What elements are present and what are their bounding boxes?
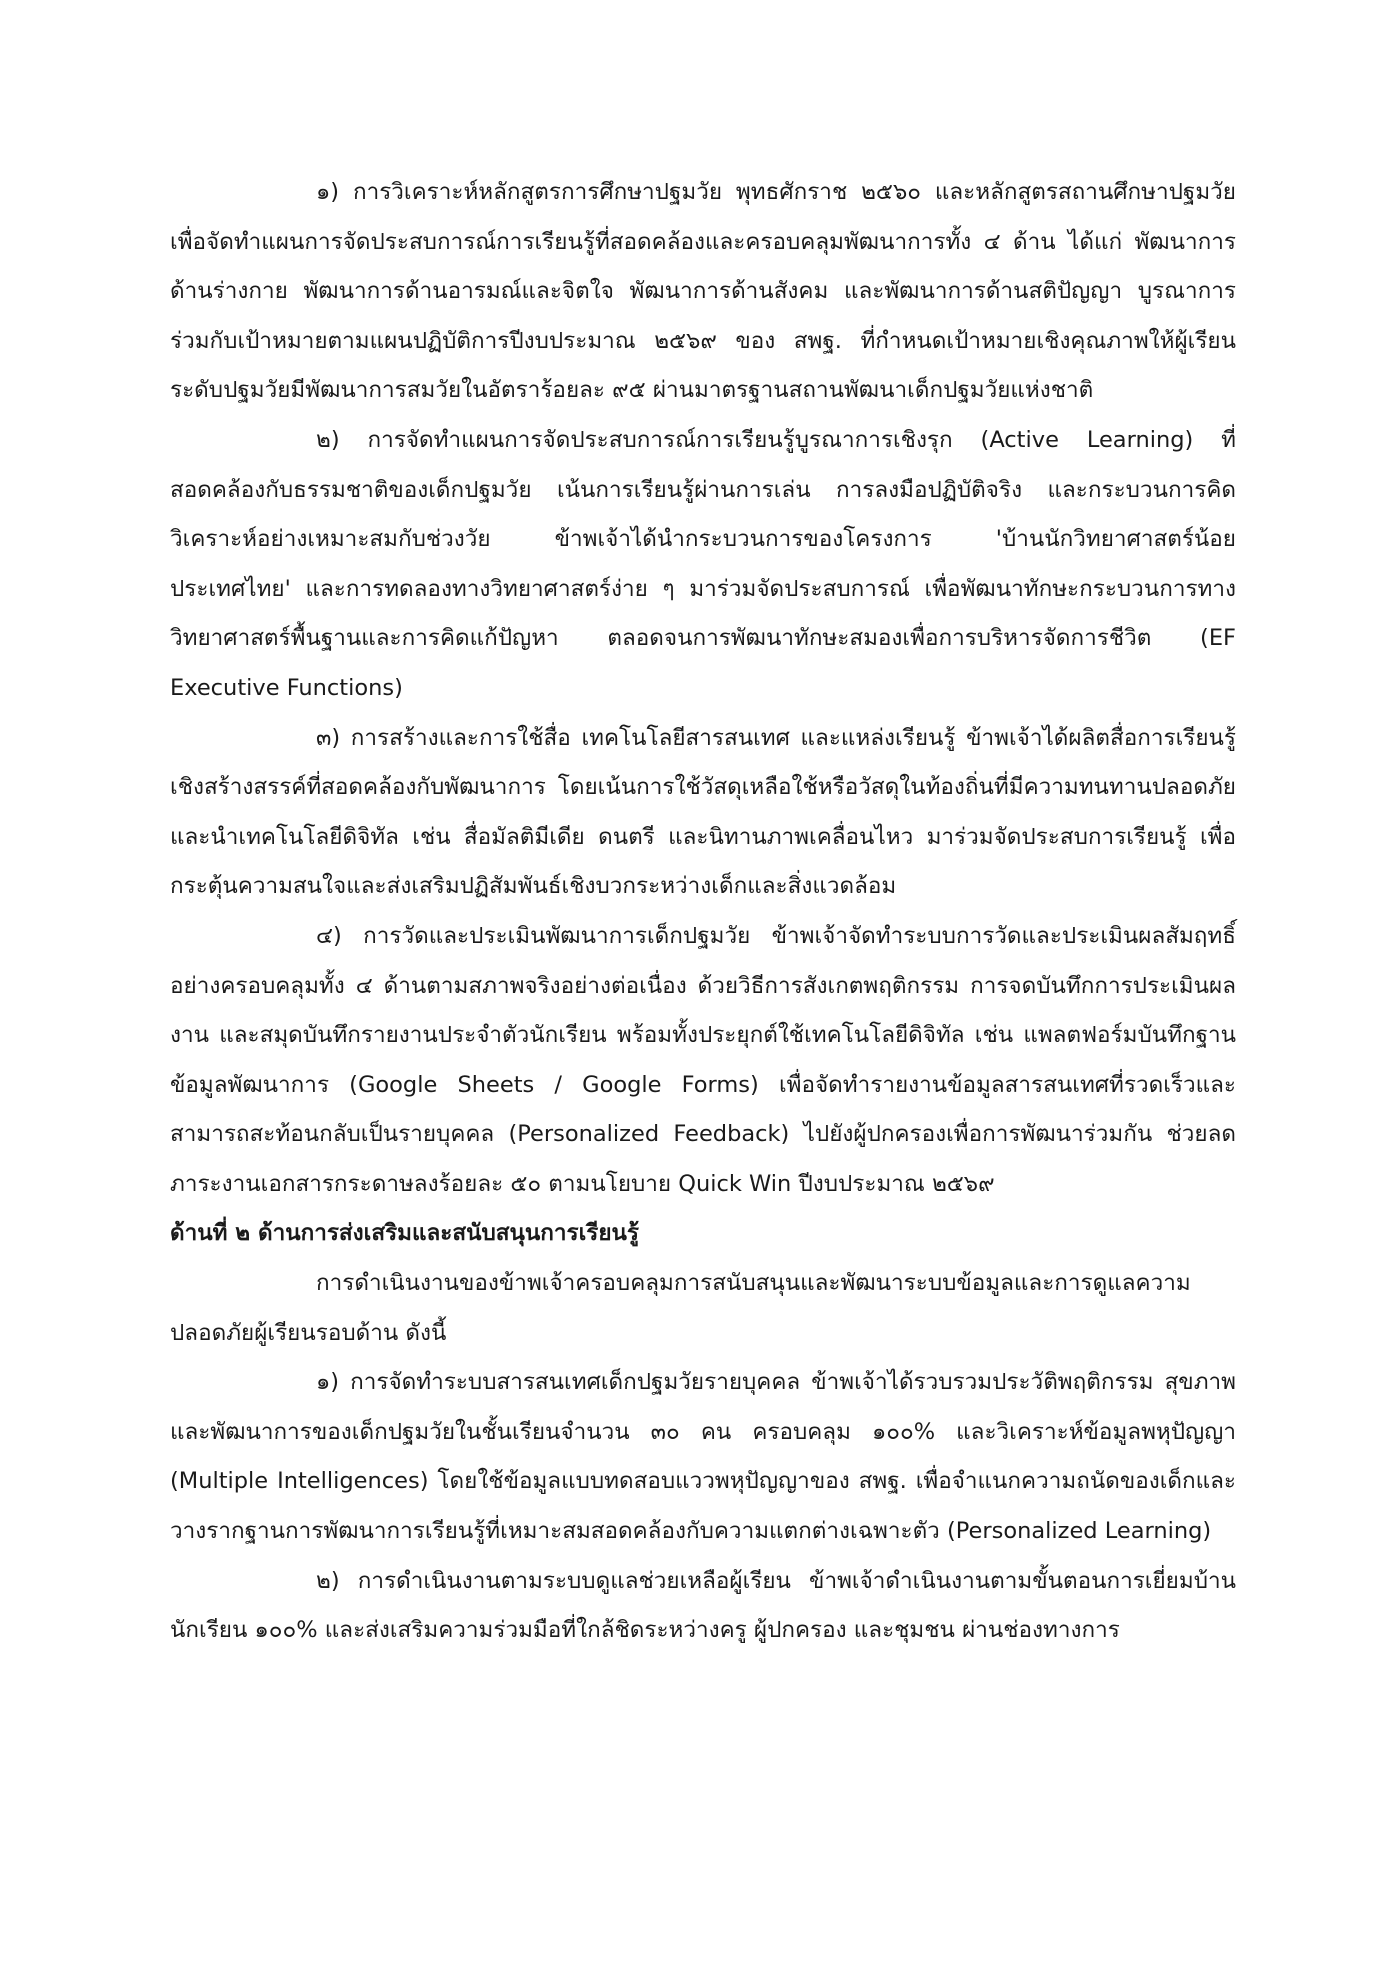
paragraph-active-learning: ๒) การจัดทำแผนการจัดประสบการณ์การเรียนรู้บูรณาการเชิงรุก (Active Learning) ที่สอดคล้องกับธรรมชาติของเด็กปฐมวัย เน้นการเรียนรู้ผ่านการเล่น การลงมือปฏิบัติจริง และกระบวนการคิดวิเคราะห์อย่างเหมาะสมกับช่วงวัย ข้าพเจ้าได้นำกระบวนการของโครงการ 'บ้านนักวิทยาศาสตร์น้อย ประเทศไทย' และการทดลองทางวิทยาศาสตร์ง่าย ๆ มาร่วมจัดประสบการณ์ เพื่อพัฒนาทักษะกระบวนการทางวิทยาศาสตร์พื้นฐานและการคิดแก้ปัญหา ตลอดจนการพัฒนาทักษะสมองเพื่อการบริหารจัดการชีวิต (EF Executive Functions) bbox=[170, 426, 1236, 701]
paragraph-learning-media: ๓) การสร้างและการใช้สื่อ เทคโนโลยีสารสนเทศ และแหล่งเรียนรู้ ข้าพเจ้าได้ผลิตสื่อการเรียนรู้เชิงสร้างสรรค์ที่สอดคล้องกับพัฒนาการ โดยเน้นการใช้วัสดุเหลือใช้หรือวัสดุในท้องถิ่นที่มีความทนทานปลอดภัย และนำเทคโนโลยีดิจิทัล เช่น สื่อมัลติมีเดีย ดนตรี และนิทานภาพเคลื่อนไหว มาร่วมจัดประสบการเรียนรู้ เพื่อกระตุ้นความสนใจและส่งเสริมปฏิสัมพันธ์เชิงบวกระหว่างเด็กและสิ่งแวดล้อม bbox=[170, 724, 1236, 900]
paragraph-student-support: ๒) การดำเนินงานตามระบบดูแลช่วยเหลือผู้เรียน ข้าพเจ้าดำเนินงานตามขั้นตอนการเยี่ยมบ้านนักเรียน ๑๐๐% และส่งเสริมความร่วมมือที่ใกล้ชิดระหว่างครู ผู้ปกครอง และชุมชน ผ่านช่องทางการ bbox=[170, 1567, 1236, 1644]
paragraph-information-system: ๑) การจัดทำระบบสารสนเทศเด็กปฐมวัยรายบุคคล ข้าพเจ้าได้รวบรวมประวัติพฤติกรรม สุขภาพ และพัฒนาการของเด็กปฐมวัยในชั้นเรียนจำนวน ๓๐ คน ครอบคลุม ๑๐๐% และวิเคราะห์ข้อมูลพหุปัญญา (Multiple Intelligences) โดยใช้ข้อมูลแบบทดสอบแววพหุปัญญาของ สพฐ. เพื่อจำแนกความถนัดของเด็กและวางรากฐานการพัฒนาการเรียนรู้ที่เหมาะสมสอดคล้องกับความแตกต่างเฉพาะตัว (Personalized Learning) bbox=[170, 1369, 1236, 1545]
paragraph-section-intro: การดำเนินงานของข้าพเจ้าครอบคลุมการสนับสนุนและพัฒนาระบบข้อมูลและการดูแลความปลอดภัยผู้เรียนรอบด้าน ดังนี้ bbox=[170, 1270, 1191, 1346]
paragraph-curriculum-analysis: ๑) การวิเคราะห์หลักสูตรการศึกษาปฐมวัย พุทธศักราช ๒๕๖๐ และหลักสูตรสถานศึกษาปฐมวัย เพื่อจัดทำแผนการจัดประสบการณ์การเรียนรู้ที่สอดคล้องและครอบคลุมพัฒนาการทั้ง ๔ ด้าน ได้แก่ พัฒนาการด้านร่างกาย พัฒนาการด้านอารมณ์และจิตใจ พัฒนาการด้านสังคม และพัฒนาการด้านสติปัญญา บูรณาการร่วมกับเป้าหมายตามแผนปฏิบัติการปีงบประมาณ ๒๕๖๙ ของ สพฐ. ที่กำหนดเป้าหมายเชิงคุณภาพให้ผู้เรียนระดับปฐมวัยมีพัฒนาการสมวัยในอัตราร้อยละ ๙๕ ผ่านมาตรฐานสถานพัฒนาเด็กปฐมวัยแห่งชาติ bbox=[170, 179, 1236, 404]
section-heading: ด้านที่ ๒ ด้านการส่งเสริมและสนับสนุนการเรียนรู้ bbox=[170, 1220, 640, 1247]
paragraph-assessment: ๔) การวัดและประเมินพัฒนาการเด็กปฐมวัย ข้าพเจ้าจัดทำระบบการวัดและประเมินผลสัมฤทธิ์อย่างครอบคลุมทั้ง ๔ ด้านตามสภาพจริงอย่างต่อเนื่อง ด้วยวิธีการสังเกตพฤติกรรม การจดบันทึกการประเมินผลงาน และสมุดบันทึกรายงานประจำตัวนักเรียน พร้อมทั้งประยุกต์ใช้เทคโนโลยีดิจิทัล เช่น แพลตฟอร์มบันทึกฐานข้อมูลพัฒนาการ (Google Sheets / Google Forms) เพื่อจัดทำรายงานข้อมูลสารสนเทศที่รวดเร็วและสามารถสะท้อนกลับเป็นรายบุคคล (Personalized Feedback) ไปยังผู้ปกครองเพื่อการพัฒนาร่วมกัน ช่วยลดภาระงานเอกสารกระดาษลงร้อยละ ๕๐ ตามนโยบาย Quick Win ปีงบประมาณ ๒๕๖๙ bbox=[170, 922, 1236, 1197]
